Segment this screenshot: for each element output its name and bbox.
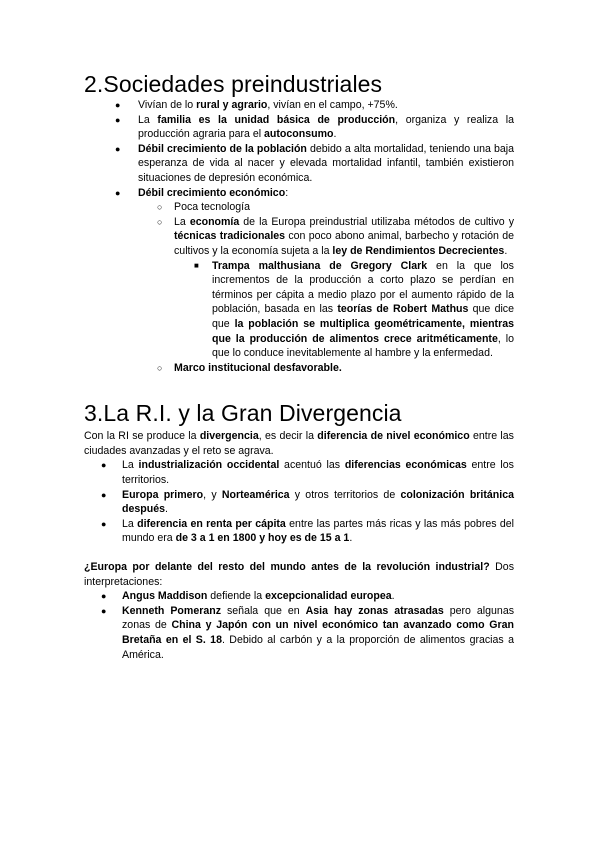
list-item: ● Vivían de lo rural y agrario, vivían en el campo, +75%. [115,99,398,111]
bullet-marker: ● [101,460,107,471]
bullet-marker: ● [101,605,107,616]
list-item: ● Europa primero, y Norteamérica y otros territorios de colonización británica después. [101,488,514,516]
list-item: ● La familia es la unidad básica de producción, organiza y realiza la producción agraria para el autoconsumo. [115,113,514,141]
sub-bullet-marker: ○ [157,362,163,373]
preindustrial-bullet-list [84,98,514,375]
bullet-marker: ● [101,489,107,500]
divergence-intro-paragraph: Con la RI se produce la divergencia, es decir la diferencia de nivel económico entre las ciudades avanzadas y el reto se agrava. [84,430,514,457]
document-page [84,70,514,662]
bullet-marker: ● [115,143,121,154]
list-item: ● Angus Maddison defiende la excepcionalidad europea. [101,590,395,603]
bullet-marker: ● [101,591,107,602]
economic-growth-sublist [84,200,514,375]
list-item: ● Débil crecimiento económico: ○ Poca tecnología ○ La economía de la Europa preindustrial utilizaba métodos de cultivo y técnicas tradicionales con poco abono animal, barbecho y rotación de cultivos y la economía sujeta a la ley de Rendimientos Decrecientes. ■ Trampa malthusiana de Gregory Clark en la que los incrementos de la producción a corto plazo se perdían en términos per cápita a medio plazo por el aumento rápido de la población, basada en las teorías de Robert Mathus que dice que la población se multiplica geométricamente, mientras que la producción de alimentos crece aritméticamente, lo que lo conduce inevitablemente al hambre y la enfermedad. ○ Marco institucional desfavorable. [84,186,514,376]
sub-list-item: ○ La economía de la Europa preindustrial utilizaba métodos de cultivo y técnicas tradicionales con poco abono animal, barbecho y rotación de cultivos y la economía sujeta a la ley de Rendimientos Decrecientes. ■ Trampa malthusiana de Gregory Clark en la que los incrementos de la producción a corto plazo se perdían en términos per cápita a medio plazo por el aumento rápido de la población, basada en las teorías de Robert Mathus que dice que la población se multiplica geométricamente, mientras que la producción de alimentos crece aritméticamente, lo que lo conduce inevitablemente al hambre y la enfermedad. [84,215,514,361]
bullet-marker: ● [115,187,121,198]
bullet-marker: ● [115,100,121,110]
interpretations-bullet-list [84,589,514,662]
list-item: ● La industrialización occidental acentuó las diferencias económicas entre los territorios. [101,459,514,487]
list-item: ● Débil crecimiento de la población debido a alta mortalidad, teniendo una baja esperanza de vida al nacer y elevada mortalidad infantil, también existieron situaciones de depresión económica. [115,142,514,184]
sub-bullet-marker: ○ [157,216,163,227]
sub-list-item: ○ Poca tecnología [157,201,250,214]
section-heading-divergence: 3.La R.I. y la Gran Divergencia [84,400,402,427]
sub-sub-list-item: ■ Trampa malthusiana de Gregory Clark en la que los incrementos de la producción a corto plazo se perdían en términos per cápita a medio plazo por el aumento rápido de la población, basada en las teorías de Robert Mathus que dice que la población se multiplica geométricamente, mientras que la producción de alimentos crece aritméticamente, lo que lo conduce inevitablemente al hambre y la enfermedad. [194,259,514,360]
divergence-bullet-list [84,458,514,546]
sub-bullet-marker: ○ [157,202,163,213]
bullet-marker: ● [101,518,107,529]
list-item: ● La diferencia en renta per cápita entre las partes más ricas y las más pobres del mundo era de 3 a 1 en 1800 y hoy es de 15 a 1. [101,517,514,545]
paragraph-spacer [84,546,514,560]
bullet-marker: ● [115,114,121,125]
square-bullet-marker: ■ [194,260,199,270]
section-heading-preindustrial: 2.Sociedades preindustriales [84,71,383,97]
sub-list-item: ○ Marco institucional desfavorable. [157,361,342,374]
malthus-sublist [84,259,514,361]
europe-question-paragraph: ¿Europa por delante del resto del mundo antes de la revolución industrial? Dos interpretaciones: [84,561,514,588]
list-item: ● Kenneth Pomeranz señala que en Asia hay zonas atrasadas pero algunas zonas de China y Japón con un nivel económico tan avanzado como Gran Bretaña en el S. 18. Debido al carbón y a la proporción de alimentos gracias a América. [101,604,515,661]
